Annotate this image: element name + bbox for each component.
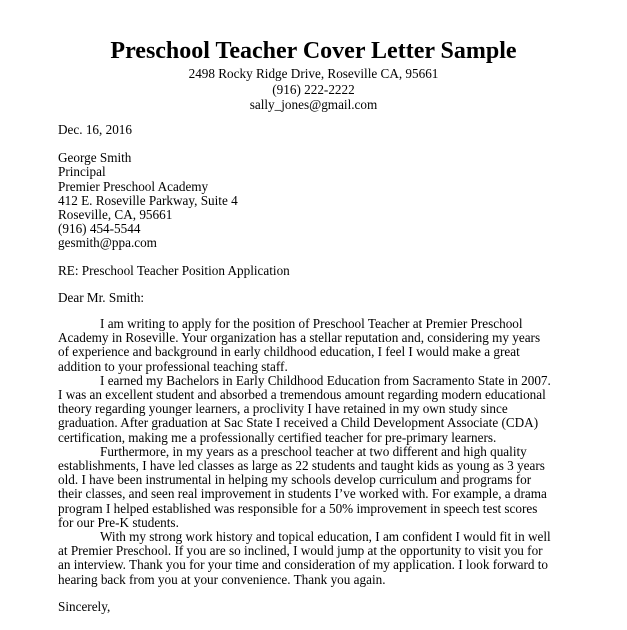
recipient-title: Principal bbox=[58, 164, 106, 180]
sender-address: 2498 Rocky Ridge Drive, Roseville CA, 95661 bbox=[188, 66, 439, 81]
paragraph-3 bbox=[58, 445, 578, 530]
paragraph-line: old. I have been instrumental in helping my schools develop curriculum and programs for bbox=[58, 472, 532, 488]
paragraph-line: Academy in Roseville. Your organization has a stellar reputation and, considering my years bbox=[58, 330, 541, 346]
paragraph-line: I earned my Bachelors in Early Childhood Education from Sacramento State in 2007. bbox=[100, 372, 551, 388]
paragraph-line: an interview. Thank you for your time and consideration of my application. I look forward to bbox=[58, 557, 549, 573]
letter-subject: RE: Preschool Teacher Position Application bbox=[58, 262, 290, 278]
recipient-organization: Premier Preschool Academy bbox=[58, 178, 209, 194]
letter-closing: Sincerely, bbox=[58, 598, 111, 614]
paragraph-line: for our Pre-K students. bbox=[58, 514, 179, 530]
paragraph-line: hearing back from you at your convenience. Thank you again. bbox=[58, 571, 386, 587]
letter-salutation: Dear Mr. Smith: bbox=[58, 289, 145, 305]
recipient-name: George Smith bbox=[58, 150, 132, 166]
paragraph-line: establishments, I have led classes as large as 22 students and taught kids as young as 3 years bbox=[58, 458, 545, 474]
recipient-block bbox=[58, 151, 578, 250]
paragraph-line: I am writing to apply for the position of Preschool Teacher at Premier Preschool bbox=[100, 316, 523, 332]
paragraph-line: Furthermore, in my years as a preschool teacher at two different and high quality bbox=[100, 443, 527, 459]
paragraph-line: their classes, and seen real improvement in students I’ve worked with. For example, a drama bbox=[58, 486, 547, 502]
paragraph-line: theory regarding younger learners, a proclivity I have retained in my own study since bbox=[58, 401, 508, 417]
paragraph-2 bbox=[58, 374, 578, 445]
paragraph-line: With my strong work history and topical education, I am confident I would fit in well bbox=[100, 529, 551, 545]
page-title: Preschool Teacher Cover Letter Sample bbox=[110, 38, 517, 64]
paragraph-line: of experience and background in early childhood education, I feel I would make a great bbox=[58, 344, 520, 360]
recipient-city: Roseville, CA, 95661 bbox=[58, 207, 173, 223]
paragraph-line: I was an excellent student and absorbed a tremendous amount regarding modern educational bbox=[58, 387, 546, 403]
sender-email: sally_jones@gmail.com bbox=[249, 97, 378, 112]
recipient-email: gesmith@ppa.com bbox=[58, 235, 157, 251]
paragraph-line: at Premier Preschool. If you are so inclined, I would jump at the opportunity to visit you for bbox=[58, 543, 543, 559]
sender-phone: (916) 222-2222 bbox=[272, 81, 355, 97]
sender-contact-block bbox=[0, 66, 627, 113]
recipient-street: 412 E. Roseville Parkway, Suite 4 bbox=[58, 192, 238, 208]
paragraph-line: program I helped established was responsible for a 50% improvement in speech test scores bbox=[58, 500, 538, 516]
paragraph-1 bbox=[58, 317, 578, 374]
recipient-phone: (916) 454-5544 bbox=[58, 221, 141, 237]
paragraph-line: addition to your professional teaching staff. bbox=[58, 358, 288, 374]
paragraph-line: graduation. After graduation at Sac State I received a Child Development Associate (CDA) bbox=[58, 415, 539, 431]
letter-body bbox=[58, 123, 578, 614]
paragraph-4 bbox=[58, 530, 578, 587]
paragraph-line: certification, making me a professionally certified teacher for pre-primary learners. bbox=[58, 429, 497, 445]
letter-date: Dec. 16, 2016 bbox=[58, 122, 132, 137]
